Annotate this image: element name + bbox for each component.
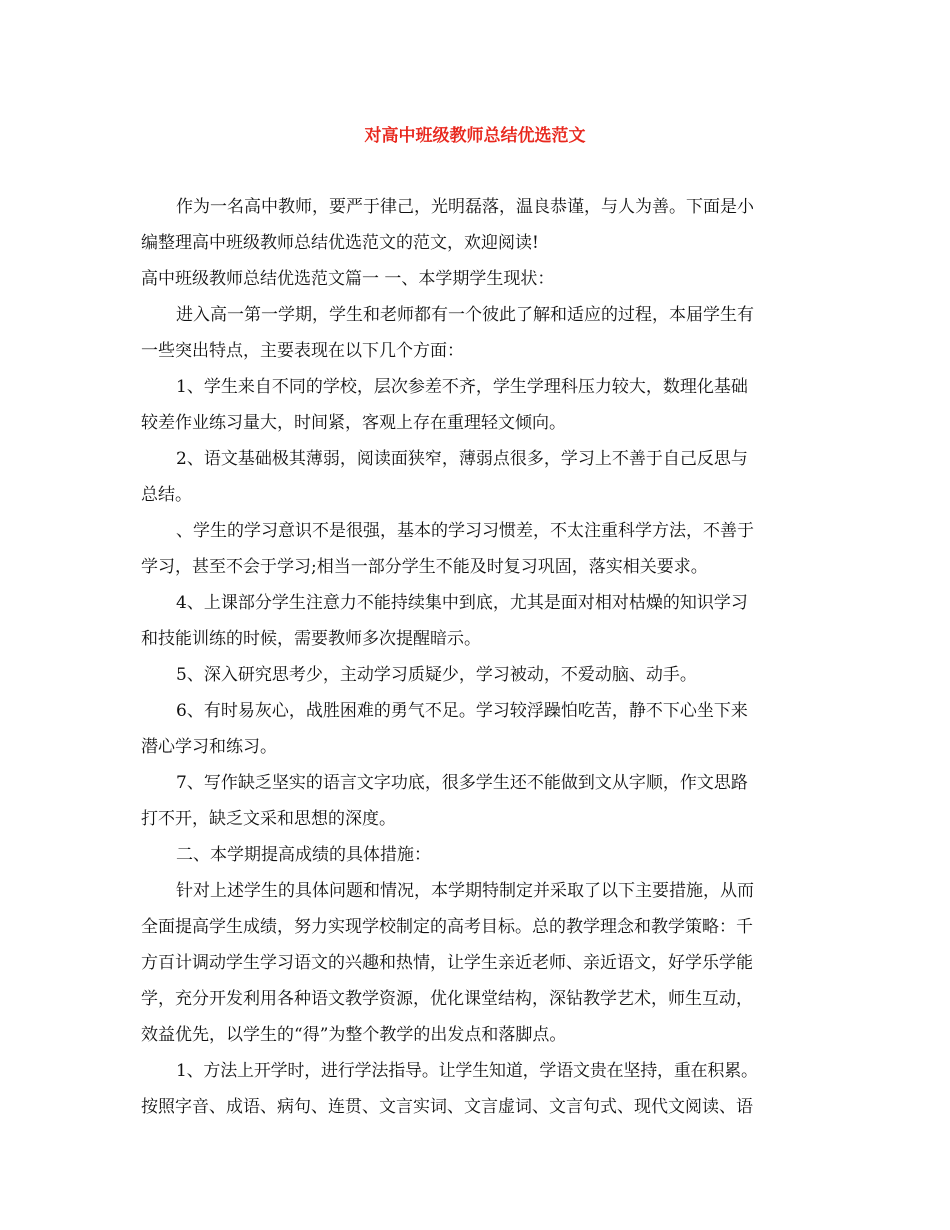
paragraph-line: 效益优先，以学生的“得”为整个教学的出发点和落脚点。: [141, 1025, 567, 1045]
paragraph-line: 1、方法上开学时，进行学法指导。让学生知道，学语文贵在坚持，重在积累。: [176, 1061, 758, 1081]
paragraph-line: 进入高一第一学期，学生和老师都有一个彼此了解和适应的过程，本届学生有: [176, 305, 754, 325]
paragraph-line: 学习，甚至不会于学习;相当一部分学生不能及时复习巩固，落实相关要求。: [141, 557, 708, 577]
paragraph-line: 按照字音、成语、病句、连贯、文言实词、文言虚词、文言句式、现代文阅读、语: [141, 1097, 753, 1117]
paragraph-line: 总结。: [141, 485, 192, 505]
paragraph-line: 和技能训练的时候，需要教师多次提醒暗示。: [141, 629, 481, 649]
paragraph-line: 6、有时易灰心，战胜困难的勇气不足。学习较浮躁怕吃苦，静不下心坐下来: [176, 701, 748, 721]
paragraph-line: 打不开，缺乏文采和思想的深度。: [141, 809, 396, 829]
paragraph-line: 潜心学习和练习。: [141, 737, 277, 757]
paragraph-line: 1、学生来自不同的学校，层次参差不齐，学生学理科压力较大，数理化基础: [176, 377, 748, 397]
section-heading-line: 二、本学期提高成绩的具体措施：: [176, 845, 431, 865]
paragraph-line: 编整理高中班级教师总结优选范文的范文，欢迎阅读!: [141, 233, 539, 253]
paragraph-line: 方百计调动学生学习语文的兴趣和热情，让学生亲近老师、亲近语文，好学乐学能: [141, 953, 753, 973]
paragraph-line: 针对上述学生的具体问题和情况，本学期特制定并采取了以下主要措施，从而: [176, 881, 754, 901]
paragraph-line: 全面提高学生成绩，努力实现学校制定的高考目标。总的教学理念和教学策略：千: [141, 917, 753, 937]
paragraph-line: 较差作业练习量大，时间紧，客观上存在重理轻文倾向。: [141, 413, 566, 433]
paragraph-line: 学，充分开发利用各种语文教学资源，优化课堂结构，深钻教学艺术，师生互动，: [141, 989, 753, 1009]
paragraph-line: 5、深入研究思考少，主动学习质疑少，学习被动，不爱动脑、动手。: [176, 665, 697, 685]
paragraph-line: 7、写作缺乏坚实的语言文字功底，很多学生还不能做到文从字顺，作文思路: [176, 773, 748, 793]
document-title: 对高中班级教师总结优选范文: [364, 126, 586, 146]
paragraph-line: 2、语文基础极其薄弱，阅读面狭窄，薄弱点很多，学习上不善于自己反思与: [176, 449, 748, 469]
paragraph-line: 、学生的学习意识不是很强，基本的学习习惯差，不太注重科学方法，不善于: [176, 521, 754, 541]
paragraph-line: 作为一名高中教师，要严于律己，光明磊落，温良恭谨，与人为善。下面是小: [176, 197, 754, 217]
paragraph-line: 4、上课部分学生注意力不能持续集中到底，尤其是面对相对枯燥的知识学习: [176, 593, 748, 613]
paragraph-line: 一些突出特点，主要表现在以下几个方面：: [141, 341, 464, 361]
section-heading-line: 高中班级教师总结优选范文篇一 一、本学期学生现状：: [141, 269, 555, 289]
